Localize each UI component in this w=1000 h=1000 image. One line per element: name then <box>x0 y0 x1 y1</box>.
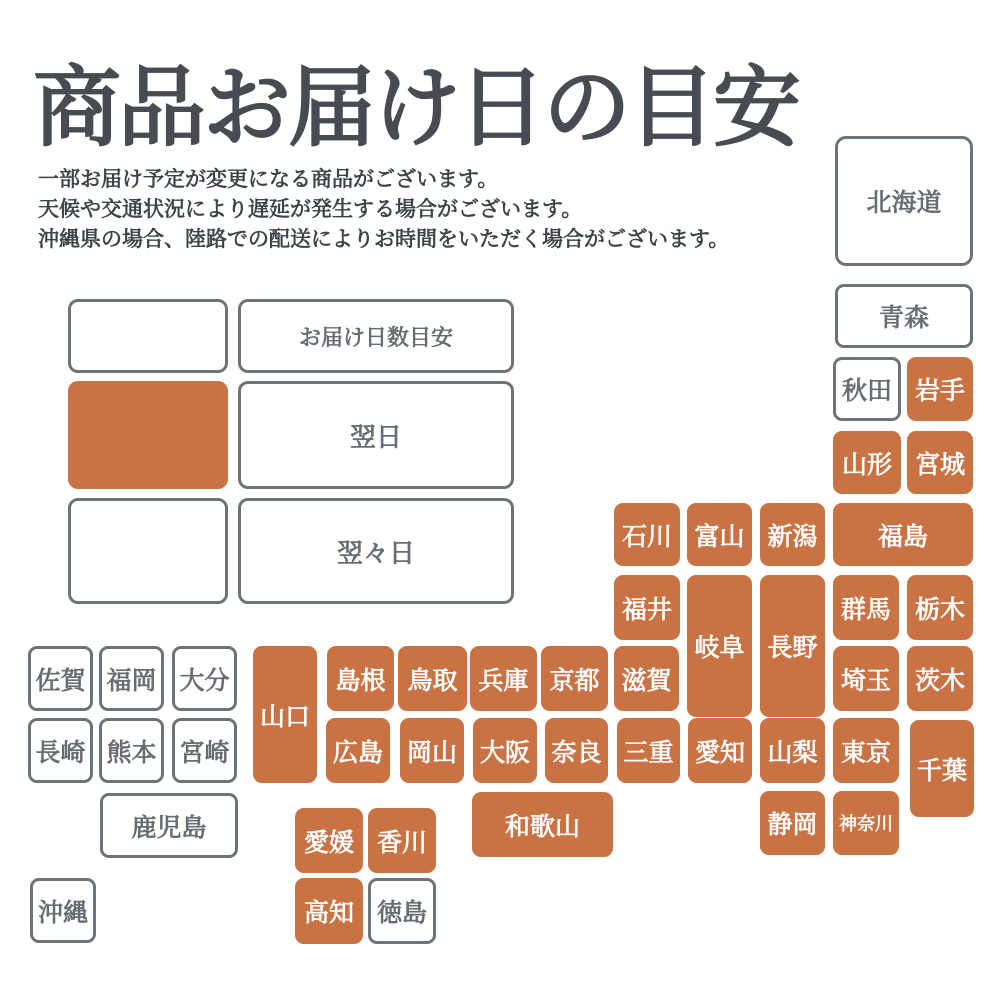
tile-yamagata: 山形 <box>833 431 901 494</box>
tile-tokushima: 徳島 <box>368 878 436 944</box>
tile-hokkaido: 北海道 <box>835 136 973 266</box>
tile-yamanashi: 山梨 <box>760 718 825 783</box>
tile-ibaraki: 茨木 <box>907 646 973 711</box>
tile-saga: 佐賀 <box>28 646 93 711</box>
note-line: 一部お届け予定が変更になる商品がございます。 <box>38 168 499 191</box>
tile-shimane: 島根 <box>327 646 394 711</box>
tile-gunma: 群馬 <box>833 575 899 640</box>
tile-tochigi: 栃木 <box>907 575 973 640</box>
tile-wakayama: 和歌山 <box>472 792 613 857</box>
tile-kagoshima: 鹿児島 <box>100 793 238 858</box>
tile-kanagawa: 神奈川 <box>833 791 899 855</box>
tile-miyazaki: 宮崎 <box>172 718 237 783</box>
tile-fukushima: 福島 <box>833 503 973 566</box>
tile-yamaguchi: 山口 <box>253 646 317 783</box>
tile-shizuoka: 静岡 <box>760 791 825 855</box>
tile-nagano: 長野 <box>760 575 825 717</box>
legend-header: お届け日数目安 <box>238 299 514 373</box>
tile-chiba: 千葉 <box>910 720 974 817</box>
tile-okinawa: 沖縄 <box>30 878 96 943</box>
tile-hyogo: 兵庫 <box>470 646 537 711</box>
tile-kyoto: 京都 <box>541 646 608 711</box>
tile-saitama: 埼玉 <box>833 646 899 711</box>
tile-akita: 秋田 <box>833 357 901 421</box>
tile-aomori: 青森 <box>835 284 973 348</box>
page-title: 商品お届け日の目安 <box>33 58 799 157</box>
tile-gifu: 岐阜 <box>687 575 752 717</box>
tile-mie: 三重 <box>617 718 680 783</box>
tile-tottori: 鳥取 <box>398 646 467 711</box>
tile-niigata: 新潟 <box>760 503 825 566</box>
tile-ishikawa: 石川 <box>614 503 680 566</box>
tile-miyagi: 宮城 <box>907 431 973 494</box>
tile-fukuoka: 福岡 <box>99 646 164 711</box>
tile-aichi: 愛知 <box>688 718 752 783</box>
tile-okayama: 岡山 <box>400 718 464 783</box>
tile-tokyo: 東京 <box>833 718 899 783</box>
tile-nara: 奈良 <box>545 718 608 783</box>
note-line: 沖縄県の場合、陸路での配送によりお時間をいただく場合がございます。 <box>38 228 730 251</box>
tile-kochi: 高知 <box>295 878 363 944</box>
tile-kagawa: 香川 <box>368 808 436 873</box>
tile-osaka: 大阪 <box>473 718 537 783</box>
tile-nagasaki: 長崎 <box>28 718 93 783</box>
tile-iwate: 岩手 <box>907 357 973 421</box>
tile-kumamoto: 熊本 <box>99 718 164 783</box>
tile-oita: 大分 <box>172 646 237 711</box>
tile-hiroshima: 広島 <box>326 718 390 783</box>
tile-ehime: 愛媛 <box>295 808 363 873</box>
tile-shiga: 滋賀 <box>614 646 679 711</box>
legend-label-day-after-next: 翌々日 <box>238 498 514 604</box>
legend-label-next-day: 翌日 <box>238 381 514 489</box>
note-line: 天候や交通状況により遅延が発生する場合がございます。 <box>38 198 583 221</box>
tile-toyama: 富山 <box>687 503 752 566</box>
tile-fukui: 福井 <box>614 575 680 640</box>
